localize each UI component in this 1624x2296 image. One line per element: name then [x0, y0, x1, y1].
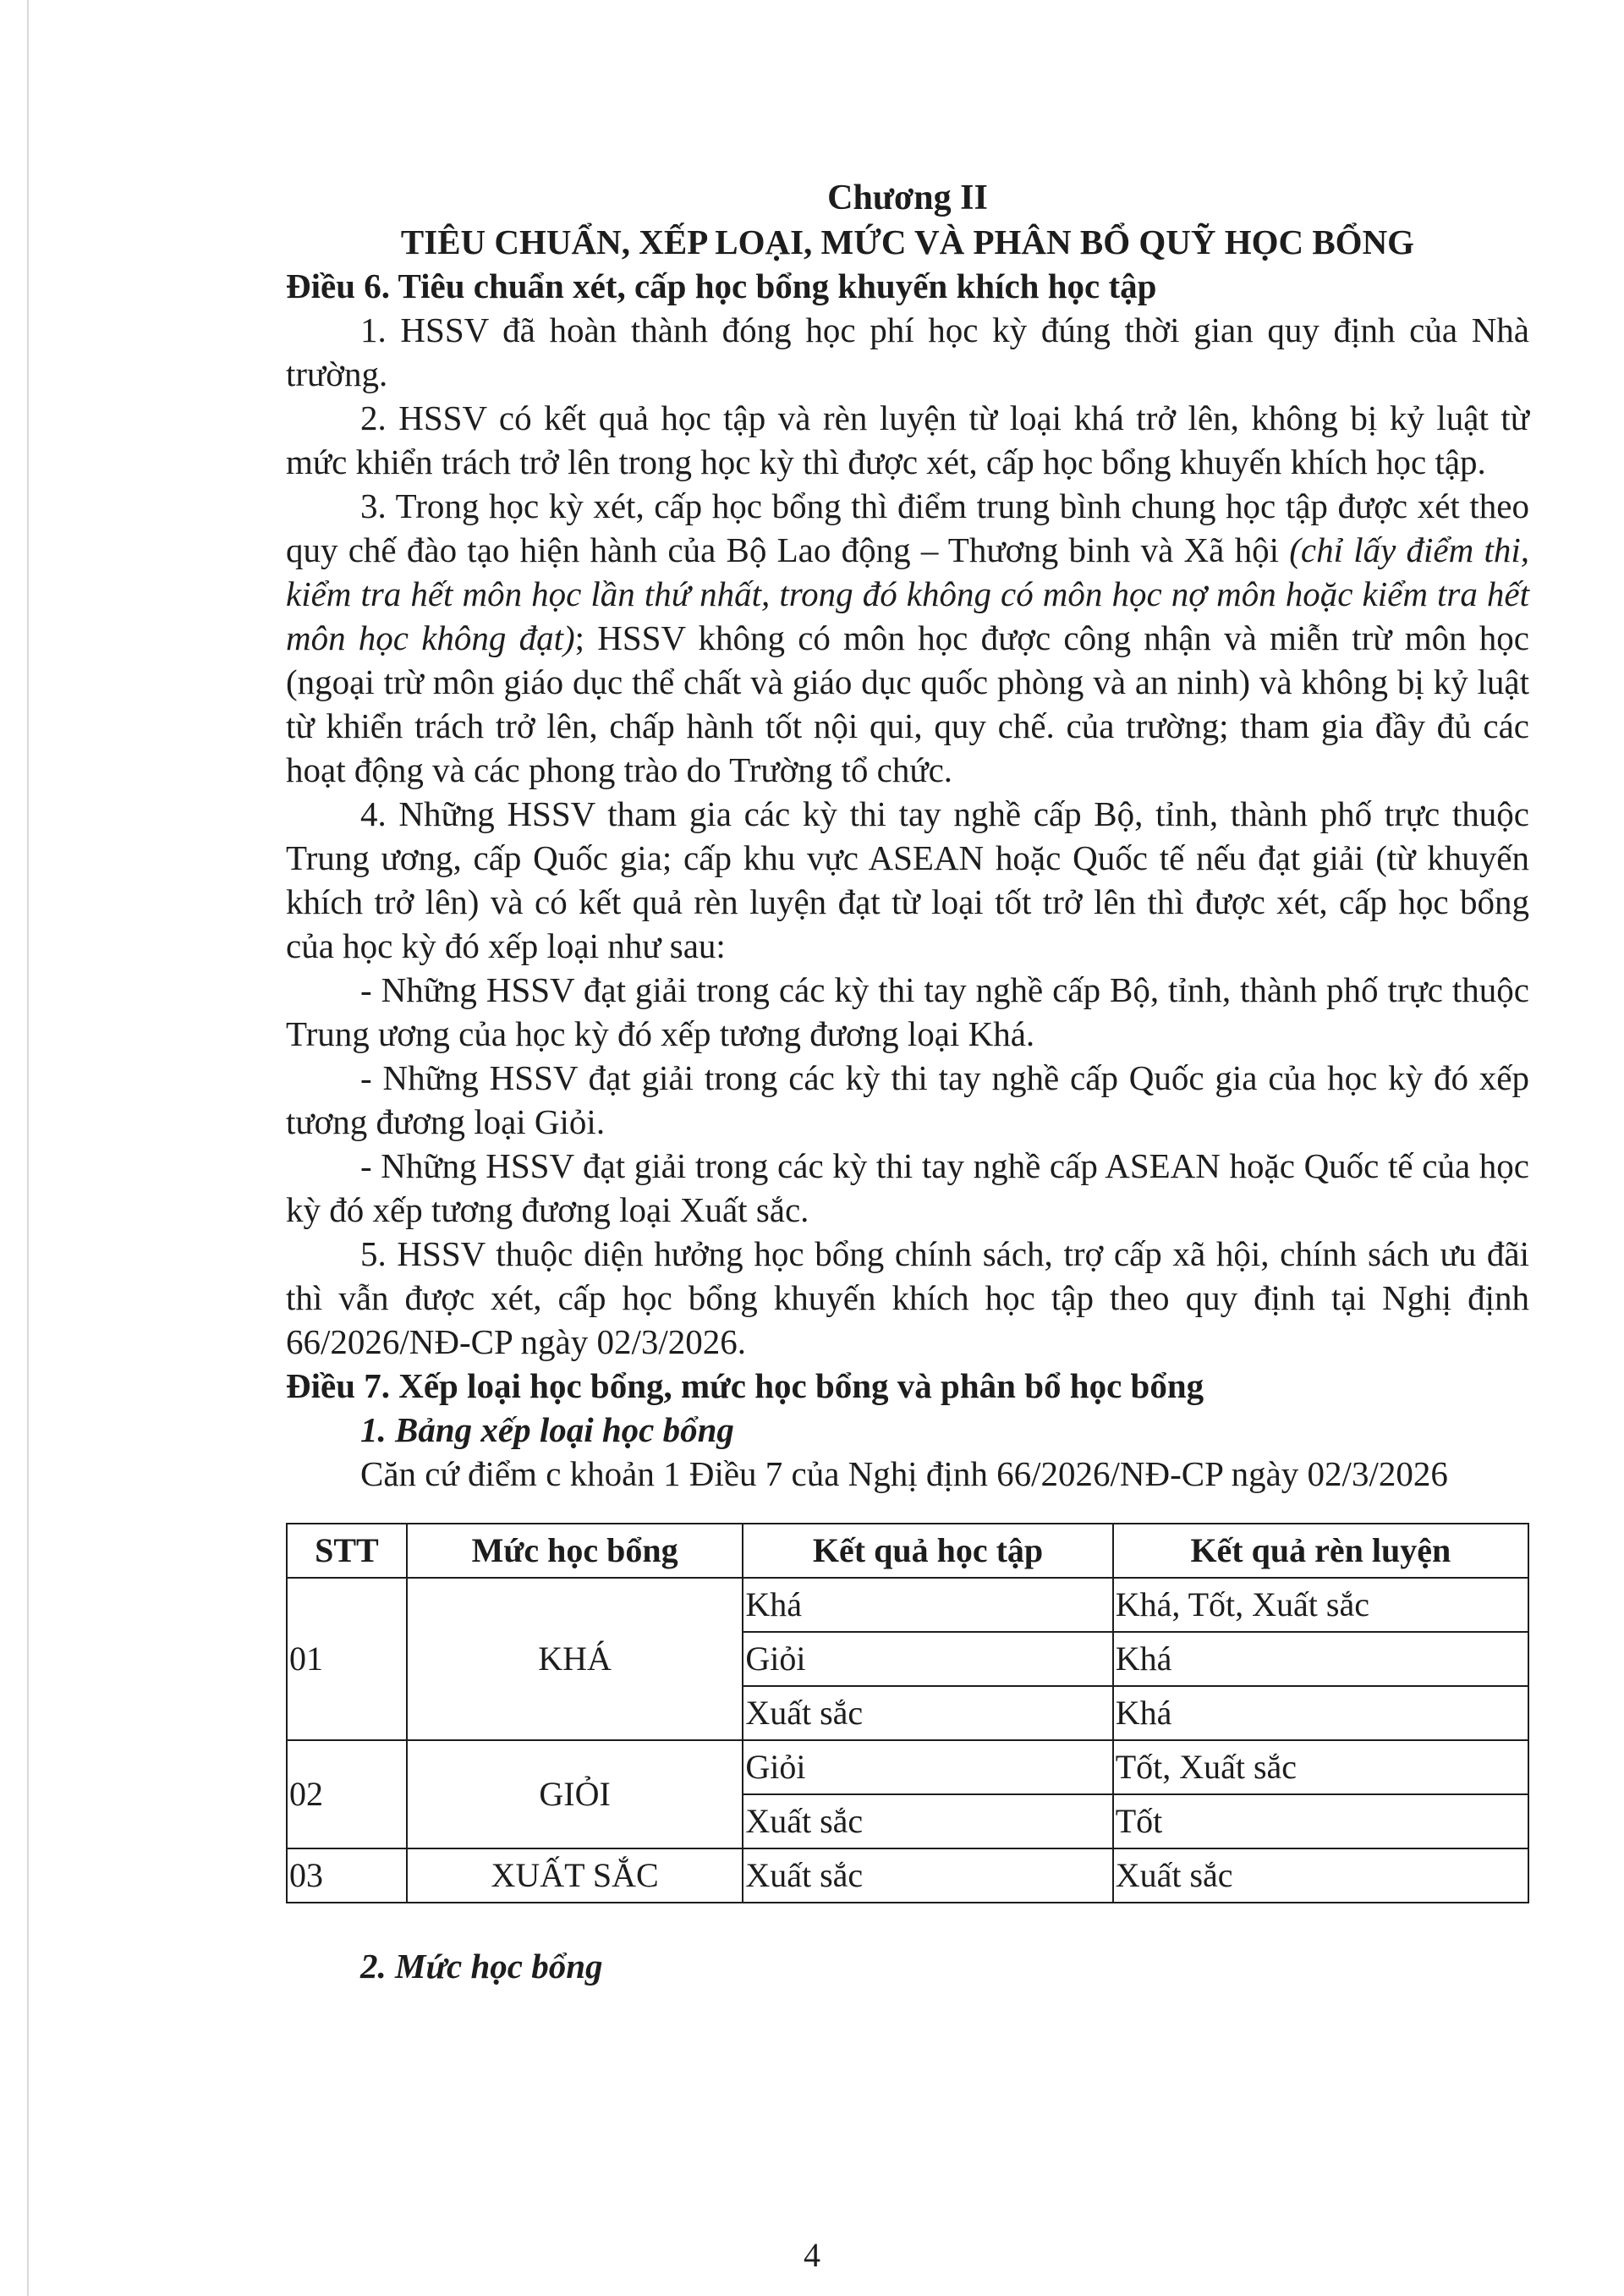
article-6-clause-1: 1. HSSV đã hoàn thành đóng học phí học kỳ đúng thời gian quy định của Nhà trường.: [286, 310, 1529, 393]
header-conduct-result: Kết quả rèn luyện: [1113, 1524, 1528, 1578]
cell-conduct: Xuất sắc: [1113, 1848, 1528, 1903]
article-6-clause-3: [286, 484, 1529, 792]
article-6-heading: Điều 6. Tiêu chuẩn xét, cấp học bổng khuyến khích học tập: [286, 266, 1157, 305]
section-1-intro: Căn cứ điểm c khoản 1 Điều 7 của Nghị định 66/2026/NĐ-CP ngày 02/3/2026: [360, 1454, 1448, 1493]
article-6-clause-5: 5. HSSV thuộc diện hưởng học bổng chính sách, trợ cấp xã hội, chính sách ưu đãi thì vẫn được xét, cấp học bổng khuyến khích học tập theo quy định tại Nghị định 66/2026/NĐ-CP ngày 02/3/2026.: [286, 1234, 1529, 1361]
article-6-bullet-2: - Những HSSV đạt giải trong các kỳ thi tay nghề cấp Quốc gia của học kỳ đó xếp tương đương loại Giỏi.: [286, 1058, 1529, 1141]
page-number: 4: [804, 2236, 820, 2274]
cell-conduct: Tốt: [1113, 1794, 1528, 1848]
article-6-clause-4: 4. Những HSSV tham gia các kỳ thi tay nghề cấp Bộ, tỉnh, thành phố trực thuộc Trung ương, cấp Quốc gia; cấp khu vực ASEAN hoặc Quốc tế nếu đạt giải (từ khuyến khích trở lên) và có kết quả rèn luyện đạt từ loại tốt trở lên thì được xét, cấp học bổng của học kỳ đó xếp loại như sau:: [286, 794, 1529, 965]
cell-conduct: Tốt, Xuất sắc: [1113, 1740, 1528, 1794]
clause-3-start: 3. Trong học kỳ xét, cấp học bổng thì điểm trung bình chung học tập được xét theo quy chế đào tạo hiện hành của Bộ Lao động – Thương binh và Xã hội: [286, 486, 1529, 569]
article-6-bullet-1: - Những HSSV đạt giải trong các kỳ thi tay nghề cấp Bộ, tỉnh, thành phố trực thuộc Trung ương của học kỳ đó xếp tương đương loại Khá.: [286, 970, 1529, 1053]
cell-study: Xuất sắc: [743, 1686, 1112, 1740]
article-6-bullet-3: - Những HSSV đạt giải trong các kỳ thi tay nghề cấp ASEAN hoặc Quốc tế của học kỳ đó xếp tương đương loại Xuất sắc.: [286, 1146, 1529, 1229]
cell-conduct: Khá: [1113, 1632, 1528, 1686]
cell-stt: 03: [287, 1848, 407, 1903]
cell-study: Xuất sắc: [743, 1794, 1112, 1848]
article-6-clause-2: 2. HSSV có kết quả học tập và rèn luyện từ loại khá trở lên, không bị kỷ luật từ mức khiển trách trở lên trong học kỳ thì được xét, cấp học bổng khuyến khích học tập.: [286, 398, 1529, 481]
cell-level: GIỎI: [407, 1740, 743, 1848]
cell-conduct: Khá: [1113, 1686, 1528, 1740]
header-level: Mức học bổng: [407, 1524, 743, 1578]
chapter-title: TIÊU CHUẨN, XẾP LOẠI, MỨC VÀ PHÂN BỔ QUỸ HỌC BỔNG: [400, 222, 1415, 261]
section-1-title: 1. Bảng xếp loại học bổng: [360, 1410, 734, 1449]
table-header-row: [287, 1524, 1528, 1578]
cell-level: XUẤT SẮC: [407, 1848, 743, 1903]
cell-level: KHÁ: [407, 1578, 743, 1740]
header-stt: STT: [287, 1524, 407, 1578]
cell-study: Giỏi: [743, 1632, 1112, 1686]
document-body: [286, 176, 1529, 1988]
table-row: [287, 1740, 1528, 1794]
table-row: [287, 1578, 1528, 1632]
cell-stt: 02: [287, 1740, 407, 1848]
section-2-title: 2. Mức học bổng: [360, 1947, 603, 1986]
clause-3-end: ; HSSV không có môn học được công nhận và miễn trừ môn học (ngoại trừ môn giáo dục thể chất và giáo dục quốc phòng và an ninh) và không bị kỷ luật từ khiển trách trở lên, chấp hành tốt nội qui, quy chế. của trường; tham gia đầy đủ các hoạt động và các phong trào do Trường tổ chức.: [286, 618, 1529, 789]
chapter-label: Chương II: [827, 179, 988, 217]
cell-stt: 01: [287, 1578, 407, 1740]
cell-study: Giỏi: [743, 1740, 1112, 1794]
cell-study: Khá: [743, 1578, 1112, 1632]
article-7-heading: Điều 7. Xếp loại học bổng, mức học bổng và phân bổ học bổng: [286, 1366, 1204, 1405]
header-study-result: Kết quả học tập: [743, 1524, 1112, 1578]
page-edge-shadow: [27, 0, 29, 2296]
cell-study: Xuất sắc: [743, 1848, 1112, 1903]
cell-conduct: Khá, Tốt, Xuất sắc: [1113, 1578, 1528, 1632]
table-row: [287, 1848, 1528, 1903]
clause-3-italic-note: (chỉ lấy điểm thi, kiểm tra hết môn học lần thứ nhất, trong đó không có môn học nợ môn hoặc kiểm tra hết môn học không đạt): [286, 530, 1530, 657]
scholarship-grade-table: [286, 1523, 1529, 1903]
